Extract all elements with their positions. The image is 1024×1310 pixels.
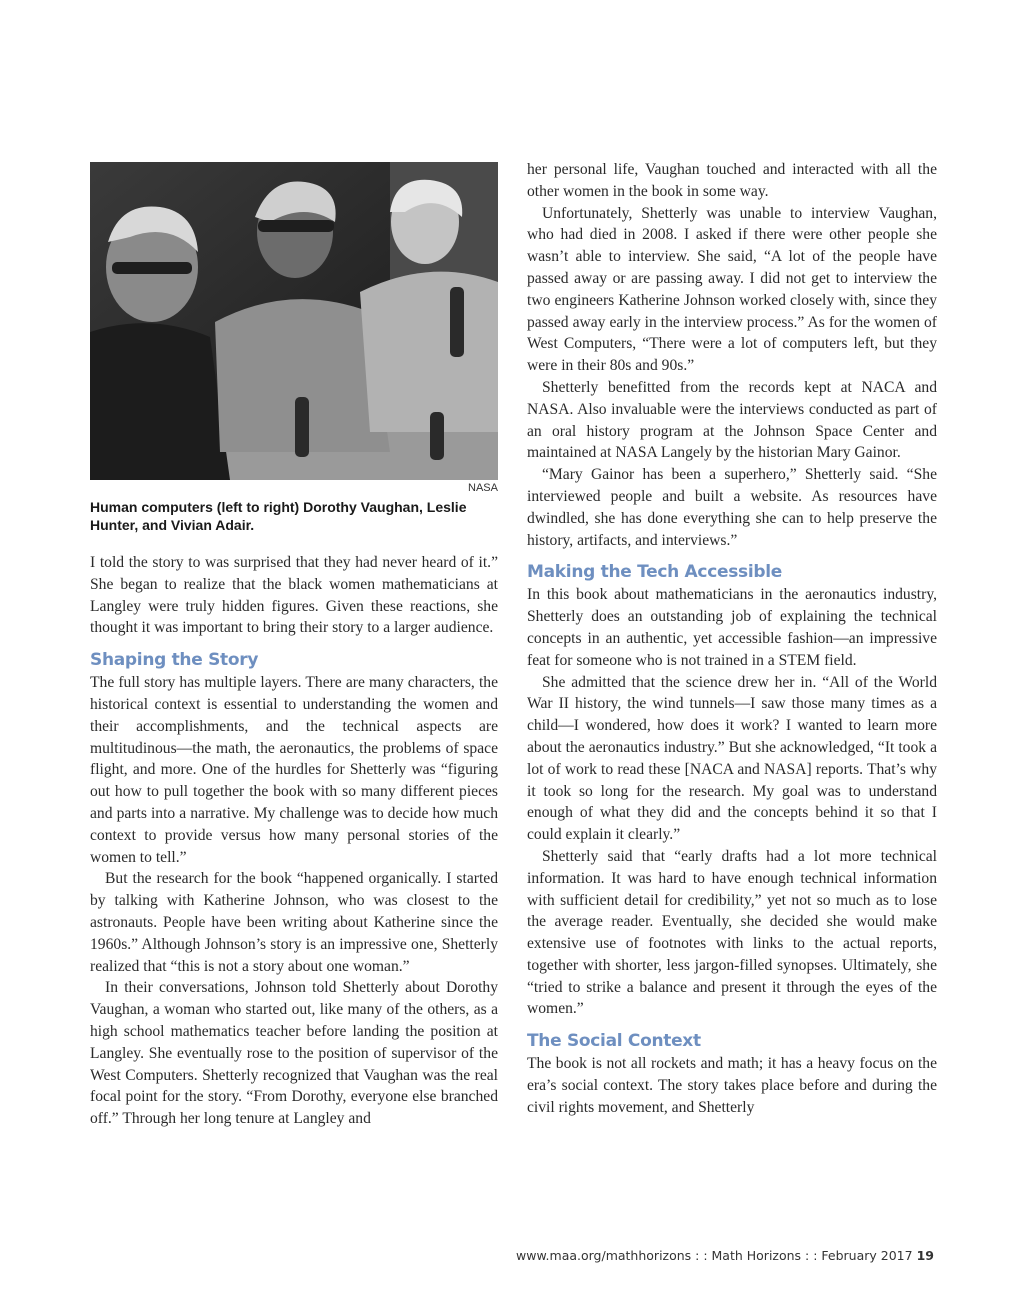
paragraph: She admitted that the science drew her in. “All of the World War II history, the wind tunnels—I saw those many times as a child—I wondered, how does it work? I wanted to learn more about the aeronautics industry.” But she acknowledged, “It took a lot of work to read these [NACA and NASA] reports. That’s why it took so long for the research. My goal was to understand enough of what they did and the concepts behind it so that I could explain it clearly.” xyxy=(527,673,937,844)
section-heading-the-social-context: The Social Context xyxy=(527,1031,701,1052)
section-heading-making-the-tech-accessible: Making the Tech Accessible xyxy=(527,562,782,583)
historical-photo xyxy=(90,162,498,480)
photo-illustration xyxy=(90,162,498,480)
paragraph: Shetterly said that “early drafts had a lot more technical information. It was hard to have enough technical information with sufficient detail for credibility,” yet not so much as to lose the average reader. Eventually, she decided she would make extensive use of footnotes with links to the actual reports, together with shorter, less jargon-filled synopses. Ultimately, she “tried to strike a balance and present it through the eyes of the women.” xyxy=(527,847,937,1018)
photo-caption: Human computers (left to right) Dorothy Vaughan, Leslie Hunter, and Vivian Adair. xyxy=(90,499,467,533)
photo-credit: NASA xyxy=(468,482,498,494)
page-footer xyxy=(516,1248,934,1263)
page-number: 19 xyxy=(916,1248,934,1263)
paragraph: I told the story to was surprised that they had never heard of it.” She began to realize that the black women mathematicians at Langley were truly hidden figures. Given these reactions, she thought it was important to bring their story to a larger audience. xyxy=(90,554,498,637)
left-column xyxy=(90,552,498,1130)
paragraph: But the research for the book “happened organically. I started by talking with Katherine Johnson, who was closest to the astronauts. People have been writing about Katherine since the 1960s.” Although Johnson’s story is an impressive one, Shetterly realized that “this is not a story about one woman.” xyxy=(90,870,498,975)
right-column xyxy=(527,159,937,1119)
paragraph: In their conversations, Johnson told Shetterly about Dorothy Vaughan, a woman who started out, like many of the others, as a high school mathematics teacher before landing the position at Langley. She eventually rose to the position of supervisor of the West Computers. Shetterly recognized that Vaughan was the real focal point for the story. “From Dorothy, everyone else branched off.” Through her long tenure at Langley and xyxy=(90,979,498,1128)
paragraph: In this book about mathematicians in the aeronautics industry, Shetterly does an outstanding job of explaining the technical concepts in an authentic, yet accessible fashion—an impressive feat for someone who is not trained in a STEM field. xyxy=(527,586,937,669)
paragraph: Unfortunately, Shetterly was unable to interview Vaughan, who had died in 2008. I asked if there were other people she wasn’t able to interview. She said, “A lot of the people have passed away or are passing away. I did not get to interview the two engineers Katherine Johnson worked closely with, since they passed away early in the interview process.” As for the women of West Computers, “There were a lot of computers left, but they were in their 80s and 90s.” xyxy=(527,204,937,375)
footer-text: www.maa.org/mathhorizons : : Math Horizons : : February 2017 xyxy=(516,1248,913,1263)
paragraph: her personal life, Vaughan touched and interacted with all the other women in the book in some way. xyxy=(527,161,937,200)
paragraph: Shetterly benefitted from the records kept at NACA and NASA. Also invaluable were the interviews conducted as part of an oral history program at the Johnson Space Center and maintained at NASA Langely by the historian Mary Gainor. xyxy=(527,378,937,462)
paragraph: “Mary Gainor has been a superhero,” Shetterly said. “She interviewed people and built a website. As resources have dwindled, she has done everything she can to help preserve the history, artifacts, and interviews.” xyxy=(527,466,937,549)
paragraph: The book is not all rockets and math; it has a heavy focus on the era’s social context. The story takes place before and during the civil rights movement, and Shetterly xyxy=(527,1055,937,1116)
section-heading-shaping-the-story: Shaping the Story xyxy=(90,650,259,671)
paragraph: The full story has multiple layers. There are many characters, the historical context is essential to understanding the women and their accomplishments, and the technical aspects are multitudinous—the math, the aeronautics, the problems of space flight, and more. One of the hurdles for Shetterly was “figuring out how to pull together the book with so many different pieces and parts into a narrative. My challenge was to decide how much context to provide versus how many personal stories of the women to tell.” xyxy=(90,674,498,866)
